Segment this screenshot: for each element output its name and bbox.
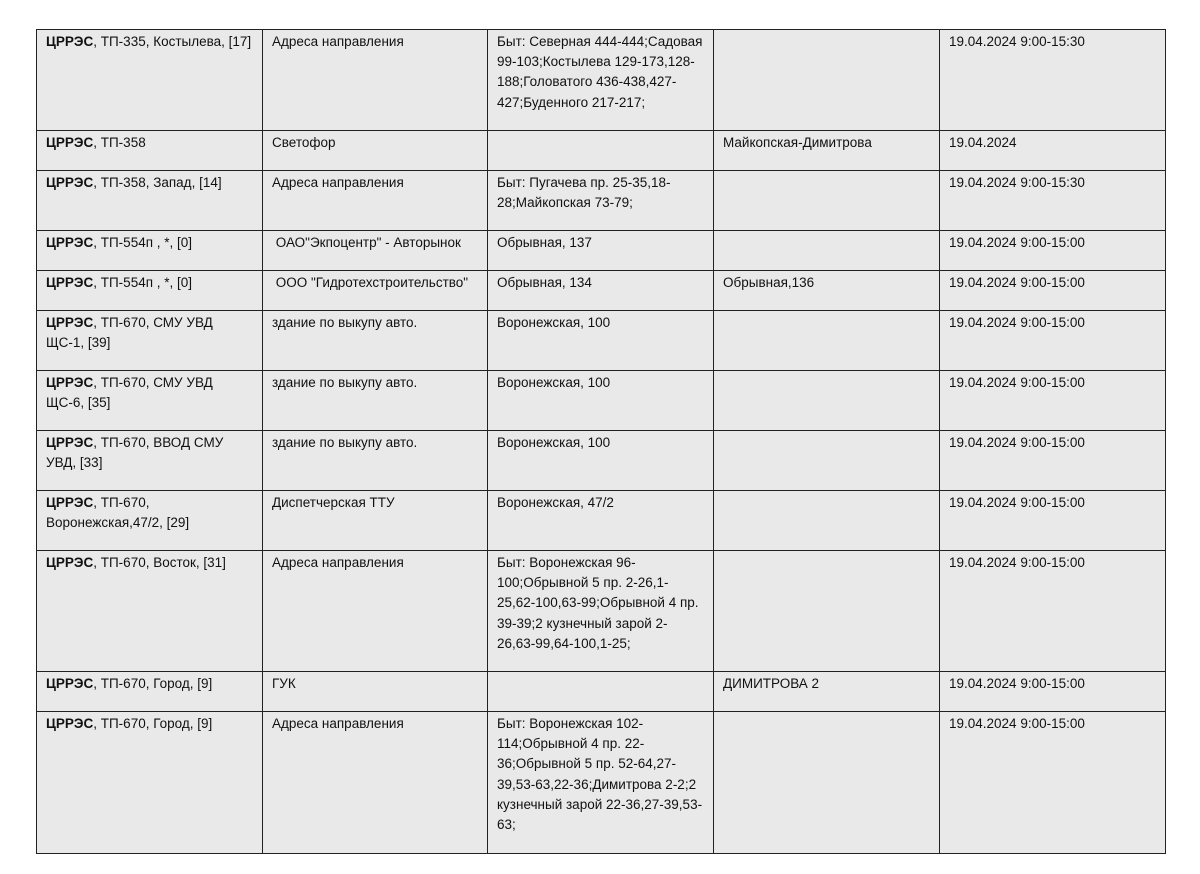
- table-row: [37, 131, 1166, 171]
- object-cell: ООО "Гидротехстроительство": [263, 271, 488, 311]
- source-cell: ЦРРЭС, ТП-670, Воронежская,47/2, [29]: [37, 491, 263, 551]
- extra-cell: [714, 171, 940, 231]
- table-row: [37, 491, 1166, 551]
- extra-cell: [714, 30, 940, 131]
- table-row: [37, 371, 1166, 431]
- extra-cell: [714, 491, 940, 551]
- source-cell: ЦРРЭС, ТП-335, Костылева, [17]: [37, 30, 263, 131]
- source-cell: ЦРРЭС, ТП-670, Город, [9]: [37, 712, 263, 854]
- address-cell: Быт: Северная 444-444;Садовая 99-103;Костылева 129-173,128-188;Головатого 436-438,427-427;Буденного 217-217;: [488, 30, 714, 131]
- extra-cell: [714, 371, 940, 431]
- table-row: [37, 30, 1166, 131]
- object-cell: здание по выкупу авто.: [263, 311, 488, 371]
- extra-cell: [714, 712, 940, 854]
- source-cell: ЦРРЭС, ТП-358, Запад, [14]: [37, 171, 263, 231]
- time-cell: 19.04.2024 9:00-15:00: [940, 712, 1166, 854]
- address-cell: [488, 672, 714, 712]
- source-cell: ЦРРЭС, ТП-670, Восток, [31]: [37, 551, 263, 672]
- address-cell: Воронежская, 47/2: [488, 491, 714, 551]
- time-cell: 19.04.2024 9:00-15:00: [940, 231, 1166, 271]
- source-cell: ЦРРЭС, ТП-670, ВВОД СМУ УВД, [33]: [37, 431, 263, 491]
- source-cell: ЦРРЭС, ТП-670, Город, [9]: [37, 672, 263, 712]
- address-cell: Воронежская, 100: [488, 431, 714, 491]
- extra-cell: ДИМИТРОВА 2: [714, 672, 940, 712]
- time-cell: 19.04.2024 9:00-15:00: [940, 551, 1166, 672]
- source-cell: ЦРРЭС, ТП-670, СМУ УВД ЩС-6, [35]: [37, 371, 263, 431]
- address-cell: Обрывная, 137: [488, 231, 714, 271]
- table-row: [37, 271, 1166, 311]
- object-cell: здание по выкупу авто.: [263, 371, 488, 431]
- object-cell: Светофор: [263, 131, 488, 171]
- source-cell: ЦРРЭС, ТП-670, СМУ УВД ЩС-1, [39]: [37, 311, 263, 371]
- address-cell: Воронежская, 100: [488, 311, 714, 371]
- object-cell: Адреса направления: [263, 30, 488, 131]
- extra-cell: [714, 431, 940, 491]
- table-row: [37, 231, 1166, 271]
- time-cell: 19.04.2024: [940, 131, 1166, 171]
- time-cell: 19.04.2024 9:00-15:00: [940, 672, 1166, 712]
- time-cell: 19.04.2024 9:00-15:00: [940, 371, 1166, 431]
- time-cell: 19.04.2024 9:00-15:30: [940, 30, 1166, 131]
- time-cell: 19.04.2024 9:00-15:00: [940, 271, 1166, 311]
- table-row: [37, 672, 1166, 712]
- time-cell: 19.04.2024 9:00-15:00: [940, 311, 1166, 371]
- extra-cell: Обрывная,136: [714, 271, 940, 311]
- object-cell: здание по выкупу авто.: [263, 431, 488, 491]
- extra-cell: [714, 551, 940, 672]
- object-cell: Адреса направления: [263, 712, 488, 854]
- table-row: [37, 712, 1166, 854]
- time-cell: 19.04.2024 9:00-15:30: [940, 171, 1166, 231]
- address-cell: Быт: Воронежская 96-100;Обрывной 5 пр. 2-26,1-25,62-100,63-99;Обрывной 4 пр. 39-39;2 кузнечный зарой 2-26,63-99,64-100,1-25;: [488, 551, 714, 672]
- outage-schedule-table: [36, 29, 1166, 854]
- time-cell: 19.04.2024 9:00-15:00: [940, 431, 1166, 491]
- address-cell: [488, 131, 714, 171]
- table-row: [37, 171, 1166, 231]
- table-row: [37, 311, 1166, 371]
- table-row: [37, 551, 1166, 672]
- address-cell: Воронежская, 100: [488, 371, 714, 431]
- address-cell: Обрывная, 134: [488, 271, 714, 311]
- table-row: [37, 431, 1166, 491]
- extra-cell: [714, 311, 940, 371]
- source-cell: ЦРРЭС, ТП-554п , *, [0]: [37, 271, 263, 311]
- address-cell: Быт: Пугачева пр. 25-35,18-28;Майкопская 73-79;: [488, 171, 714, 231]
- source-cell: ЦРРЭС, ТП-554п , *, [0]: [37, 231, 263, 271]
- time-cell: 19.04.2024 9:00-15:00: [940, 491, 1166, 551]
- object-cell: Адреса направления: [263, 171, 488, 231]
- source-cell: ЦРРЭС, ТП-358: [37, 131, 263, 171]
- address-cell: Быт: Воронежская 102-114;Обрывной 4 пр. 22-36;Обрывной 5 пр. 52-64,27-39,53-63,22-36;Димитрова 2-2;2 кузнечный зарой 22-36,27-39,53-63;: [488, 712, 714, 854]
- extra-cell: Майкопская-Димитрова: [714, 131, 940, 171]
- object-cell: ГУК: [263, 672, 488, 712]
- object-cell: ОАО"Экпоцентр" - Авторынок: [263, 231, 488, 271]
- object-cell: Диспетчерская ТТУ: [263, 491, 488, 551]
- object-cell: Адреса направления: [263, 551, 488, 672]
- extra-cell: [714, 231, 940, 271]
